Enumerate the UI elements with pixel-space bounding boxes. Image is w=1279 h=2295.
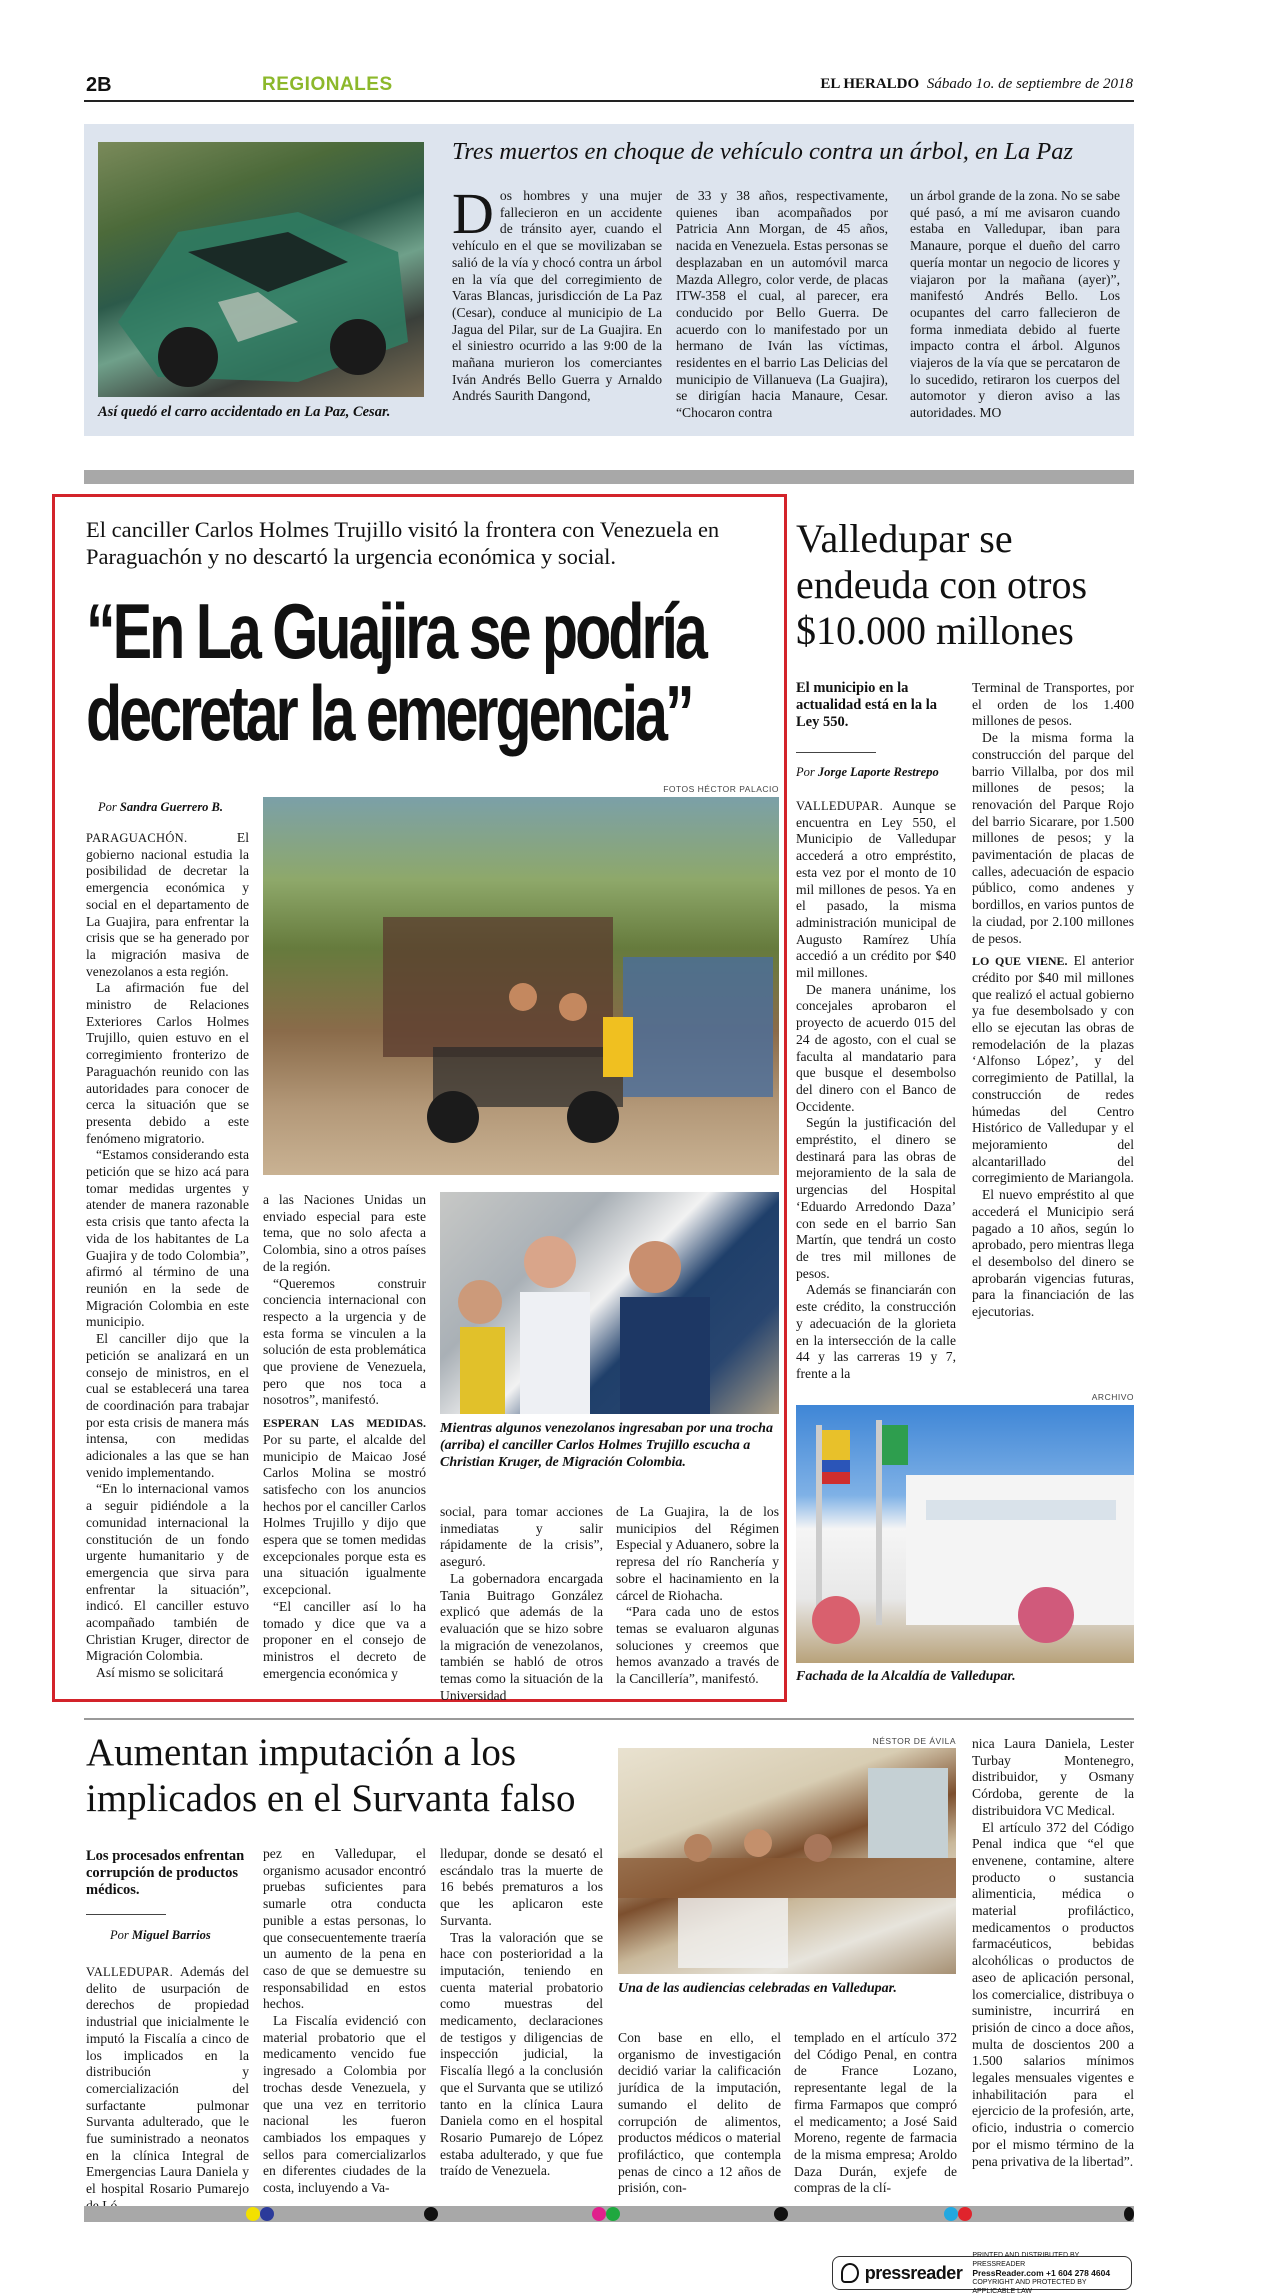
accident-col-2: de 33 y 38 años, respectivamente, quienes iban acompañados por Patricia Ann Morgan, de 45 años, nacida en Venezuela. Estas personas se desplazaban en un automóvil marca Mazda Allegro, color verde, de placas ITW-358 el cual, al parecer, era conducido por Bello Guerra. De acuerdo con lo manifestado por un hermano de Iván las víctimas, residentes en el barrio Las Delicias del municipio de Villanueva (La Guajira), se dirigían hacia Manaure, Cesar. “Chocaron contra — [676, 188, 888, 421]
paragraph: Con base en ello, el organismo de investigación decidió variar la calificación jurídica de la imputación, sumando el delito de corrupción de alimentos, productos médicos o material profiláctico, que contempla penas de cinco a 12 años de prisión, con- — [618, 2030, 781, 2196]
emergency-col-1 — [86, 830, 249, 1682]
paragraph: Según la justificación del empréstito, el dinero se destinará para las obras de mejoramiento de la sala de urgencias del Hospital ‘Eduardo Arredondo Daza’ con sede en el barrio San Martín, que tendrá un costo de tres mil millones de pesos. — [796, 1115, 956, 1281]
color-dot — [774, 2207, 788, 2221]
valledupar-col-1 — [796, 798, 956, 1383]
paragraph: Además se financiarán con este crédito, la construcción y adecuación de la glorieta en la intersección de la calle 44 y las carreras 19 y 7, frente a la — [796, 1282, 956, 1381]
paragraph: social, para tomar acciones inmediatas y salir rápidamente de la crisis”, aseguró. — [440, 1504, 603, 1570]
paragraph: Tras la valoración que se hace con posterioridad a la imputación, teniendo en cuenta material probatorio como muestras del medicamento, declaraciones de testigos y diligencias de inspección judicial, la Fiscalía llegó a la conclusión que el Survanta que se utilizó tanto en la clínica Laura Daniela como en el hospital Rosario Pumarejo de López estaba adulterado, y que fue traído de Venezuela. — [440, 1929, 603, 2179]
paragraph: nica Laura Daniela, Lester Turbay Montenegro, distribuidor, y Osmany Córdoba, gerente de la distribuidora VC Medical. — [972, 1736, 1134, 1818]
emergency-photo-caption: Mientras algunos venezolanos ingresaban por una trocha (arriba) el canciller Carlos Holmes Trujillo escucha a Christian Kruger, de Migración Colombia. — [440, 1421, 773, 1470]
paragraph: “Estamos considerando esta petición que se hizo acá para tomar medidas urgentes y atender de manera razonable esta crisis que tanto afecta la vida de los habitantes de La Guajira y de todo Colombia”, afirmó al término de una reunión en la sede de Migración Colombia en este municipio. — [86, 1147, 249, 1330]
paragraph: lledupar, donde se desató el escándalo tras la muerte de 16 bebés prematuros a los que les aplicaron este Survanta. — [440, 1846, 603, 1928]
valledupar-col-2 — [972, 680, 1134, 1321]
paragraph: Aunque se encuentra en Ley 550, el Municipio de Valledupar accederá a otro empréstito, esta vez por el monto de 10 mil millones de pesos. Ya en el pasado, la misma administración municipal de Augusto Ramírez Uhía accedió a un crédito por $40 mil millones. — [796, 798, 956, 981]
byline-author: Miguel Barrios — [131, 1928, 211, 1942]
section-divider — [84, 470, 1134, 484]
paragraph: “En lo internacional vamos a seguir pidiéndole a la comunidad internacional la constitución de un fondo urgente humanitario y de emergencia que sirva para enfrentar la situación”, indicó. El canciller estuvo acompañado también de Christian Kruger, director de Migración Colombia. — [86, 1481, 249, 1664]
info-line: PRINTED AND DISTRIBUTED BY PRESSREADER — [972, 2251, 1080, 2268]
paragraph: El nuevo empréstito al que accederá el Municipio será pagado a 10 años, según lo aprobado, pero mientras llega el desembolso del dinero se aprobarán vigencias futuras, para la financiación de las ejecutorias. — [972, 1187, 1134, 1320]
accident-story-box — [84, 124, 1134, 436]
paragraph: Terminal de Transportes, por el orden de los 1.400 millones de pesos. — [972, 680, 1134, 729]
paragraph: De la misma forma la construcción del parque del barrio Villalba, por dos mil millones de pesos; la renovación del Parque Rojo del barrio Sicarare, por 1.500 millones de pesos; y la pavimentación de placas de calles, adecuación de espacio público, como andenes y bordillos, en varios puntos de la ciudad, por 2.100 millones de pesos. — [972, 730, 1134, 946]
section-divider — [84, 1718, 1134, 1720]
truck-crowd-illustration — [263, 797, 779, 1175]
valledupar-deck: El municipio en la actualidad está en la la Ley 550. — [796, 680, 937, 730]
paragraph: “El canciller así lo ha tomado y dice que va a proponer en el consejo de ministros el decreto de emergencia económica y — [263, 1598, 426, 1681]
paragraph: Así mismo se solicitará — [96, 1665, 224, 1681]
deck-rule — [796, 752, 876, 753]
subhead: LO QUE VIENE. — [972, 954, 1068, 969]
dateline: VALLEDUPAR. — [796, 799, 883, 813]
city-hall-photo — [796, 1405, 1134, 1663]
emergency-headline: “En La Guajira se podría decretar la emergencia” — [86, 587, 705, 757]
emergency-col-4 — [616, 1504, 779, 1688]
byline-author: Jorge Laporte Restrepo — [817, 765, 939, 779]
paragraph: Además del delito de usurpación de derechos de propiedad industrial que inicialmente le imputó la Fiscalía a cinco de los implicados en la distribución y comercialización del surfactante pulmonar Survanta adulterado, que le fue suministrado a neonatos en la clínica Integral de Emergencias Laura Daniela y el hospital Rosario Pumarejo — [86, 1964, 249, 2197]
info-line: COPYRIGHT AND PROTECTED BY APPLICABLE LAW — [972, 2278, 1087, 2295]
survanta-col-4 — [618, 2030, 781, 2197]
paragraph: “Queremos construir conciencia internacional con respecto a la urgencia y de esta forma se vinculen a la solución de esta problemática que proviene de Venezuela, pero que nos toca a nosotros”, manifestó. — [263, 1275, 426, 1408]
paragraph: El canciller dijo que la petición se analizará en un consejo de ministros, en el cual se establecerá una tarea de coordinación para trabajar por esta crisis de manera más intensa, con medidas adicionales a las que se han venido implementando. — [86, 1331, 249, 1480]
byline-prefix: Por — [98, 800, 117, 814]
survanta-headline: Aumentan imputación a los implicados en el Survanta falso — [86, 1731, 576, 1820]
valledupar-photo-caption: Fachada de la Alcaldía de Valledupar. — [796, 1669, 1016, 1684]
color-dot — [944, 2207, 958, 2221]
emergency-col-3 — [440, 1504, 603, 1704]
pressreader-badge[interactable] — [832, 2251, 1132, 2295]
paragraph: Por su parte, el alcalde del municipio de Maicao José Carlos Molina se mostró satisfecho con los anuncios hechos por el canciller Carlos Holmes Trujillo y dijo que espera que se tomen medidas excepcionales porque esta es una situación igualmente excepcional. — [263, 1431, 426, 1598]
accident-headline: Tres muertos en choque de vehículo contra un árbol, en La Paz — [452, 138, 1074, 165]
section-label: REGIONALES — [262, 74, 393, 95]
chancellor-photo — [440, 1192, 779, 1414]
crashed-car-photo — [98, 142, 424, 397]
color-dot — [958, 2207, 972, 2221]
accident-col-1-text: os hombres y una mujer fallecieron en un accidente de tránsito ayer, cuando el vehículo en el que se movilizaban se salió de la vía y chocó contra un árbol en la vía que del corregimiento de Varas Blancas, jurisdicción de La Paz (Cesar), conduce al municipio de La Jagua del Pilar, sur de La Guajira. En el siniestro ocurrido a las 9:00 de la mañana murieron los comerciantes Iván Andrés Bello Guerra y Arnaldo Andrés Saurith Dangond, — [452, 188, 662, 404]
survanta-col-2 — [263, 1846, 426, 2197]
survanta-photo-credit: NÉSTOR DE ÁVILA — [872, 1736, 956, 1746]
registration-bar — [84, 2206, 1134, 2222]
date-text: Sábado 1o. de septiembre de 2018 — [926, 76, 1133, 92]
color-dot — [260, 2207, 274, 2221]
info-line: PressReader.com +1 604 278 4604 — [972, 2267, 1111, 2278]
courtroom-illustration — [618, 1748, 956, 1974]
subhead: ESPERAN LAS MEDIDAS. — [263, 1416, 426, 1431]
paragraph: La gobernadora encargada Tania Buitrago González explicó que además de la evaluación que se hizo sobre la migración de venezolanos, también se habló de otros temas como la situación de la Universidad — [440, 1570, 603, 1703]
pressreader-info — [972, 2251, 1123, 2295]
color-dot — [424, 2207, 438, 2221]
drop-cap: D — [452, 181, 494, 246]
survanta-col-5 — [794, 2030, 957, 2197]
valledupar-photo-credit: ARCHIVO — [1091, 1392, 1134, 1402]
header-rule — [84, 100, 1134, 102]
masthead-date — [820, 76, 1133, 93]
emergency-photo-credit: FOTOS HÉCTOR PALACIO — [663, 784, 779, 794]
emergency-kicker: El canciller Carlos Holmes Trujillo visitó la frontera con Venezuela en Paraguachón y no descartó la urgencia económica y social. — [86, 517, 720, 569]
color-dot — [246, 2207, 260, 2221]
car-wreck-illustration — [98, 142, 424, 397]
survanta-col-1 — [86, 1964, 249, 2215]
hearing-photo — [618, 1748, 956, 1974]
deck-rule — [86, 1914, 166, 1915]
color-dot — [1124, 2207, 1134, 2221]
paragraph: El anterior crédito por $40 mil millones que realizó el actual gobierno ya fue desembolsado y con ello se ejecutan las obras de remodelación de la plazas ‘Alfonso López’, y del corregimiento de Patillal, la construcción de redes húmedas del Centro Histórico de Valledupar y el mejoramiento del alcantarillado del corregimiento de Mariangola. — [972, 953, 1135, 1186]
paragraph: La afirmación fue del ministro de Relaciones Exteriores Carlos Holmes Trujillo, quien estuvo en el corregimiento fronterizo de Paraguachón reunido con las autoridades para conocer de cerca la situación que se presenta debido a este fenómeno migratorio. — [86, 980, 249, 1146]
paragraph: El artículo 372 del Código Penal indica que “el que envenene, contamine, altere producto o sustancia alimenticia, médica o material profiláctico, medicamentos o productos farmacéuticos, bebidas alcohólicas o productos de aseo de aplicación personal, los comercialice, distribuya o suministre, incurrirá en prisión de cinco a doce años, multa de doscientos 200 a 1.500 salarios mínimos legales mensuales vigentes e inhabilitación para el ejercicio de la profesión, arte, oficio, industria o comercio por el mismo término de la pena privativa de la libertad”. — [972, 1819, 1134, 2169]
accident-col-3: un árbol grande de la zona. No se sabe qué pasó, a mí me avisaron cuando estaba en Valledupar, iban para Manaure, porque el dueño del carro quería montar un negocio de licores y viajaron por la mañana (ayer)”, manifestó Andrés Bello. Los ocupantes del carro fallecieron de forma inmediata debido al fuerte impacto contra el árbol. Algunos viajeros de la vía que se percataron de lo sucedido, retiraron los cuerpos del automotor y dieron aviso a las autoridades. MO — [910, 188, 1120, 421]
paragraph: De manera unánime, los concejales aprobaron el proyecto de acuerdo 015 del 24 de agosto, con el cual se faculta al mandatario para que busque el desembolso del dinero con el Banco de Occidente. — [796, 981, 956, 1114]
paragraph: de La Guajira, la de los municipios del Régimen Especial y Aduanero, sobre la represa del río Ranchería y sobre el hacinamiento en la cárcel de Riohacha. — [616, 1504, 779, 1603]
pressreader-logo-icon — [841, 2263, 859, 2283]
paragraph: La Fiscalía evidenció con material probatorio que el medicamento vencido fue ingresado a Colombia por trochas desde Venezuela, y que una vez en territorio nacional les fueron cambiados los empaques y sellos para comercializarlos en diferentes ciudades de la costa, incluyendo a Va- — [263, 2013, 426, 2196]
emergency-byline — [98, 800, 223, 815]
paragraph: El gobierno nacional estudia la posibilidad de decretar la emergencia económica y social en el departamento de La Guajira, para enfrentar la crisis que se ha generado por la migración masiva de venezolanos a esta región. — [86, 830, 249, 979]
byline-prefix: Por — [110, 1928, 129, 1942]
valledupar-byline — [796, 765, 939, 780]
survanta-byline — [110, 1928, 211, 1943]
accident-photo-caption: Así quedó el carro accidentado en La Paz, Cesar. — [98, 404, 391, 420]
paragraph: a las Naciones Unidas un enviado especial para este tema, que no solo afecta a Colombia, sino a otros países de la región. — [263, 1192, 426, 1274]
building-flags-illustration — [796, 1405, 1134, 1663]
dateline: VALLEDUPAR. — [86, 1965, 173, 1979]
paragraph: “Para cada uno de estos temas se evaluaron algunas soluciones y creemos que hemos avanzado a través de la Cancillería”, manifestó. — [616, 1604, 779, 1687]
byline-prefix: Por — [796, 765, 815, 779]
emergency-col-2 — [263, 1192, 426, 1682]
survanta-deck: Los procesados enfrentan corrupción de productos médicos. — [86, 1848, 245, 1898]
masthead-name: EL HERALDO — [820, 76, 920, 92]
survanta-col-6 — [972, 1736, 1134, 2170]
paragraph: pez en Valledupar, el organismo acusador encontró pruebas suficientes para sumarle otra conducta punible a estas personas, lo que consecuentemente traería un aumento de la pena en caso de que se demuestre su responsabilidad en estos hechos. — [263, 1846, 426, 2012]
byline-author: Sandra Guerrero B. — [119, 800, 224, 814]
page-number: 2B — [86, 74, 112, 96]
paragraph: templado en el artículo 372 del Código Penal, en contra de France Lozano, representante legal de la firma Farmapos que compró el medicamento; a José Said Moreno, regente de farmacia de la misma empresa; Aroldo Daza Durán, exjefe de compras de la clí- — [794, 2030, 957, 2196]
accident-col-1 — [452, 181, 662, 405]
border-crossing-photo — [263, 797, 779, 1175]
officials-illustration — [440, 1192, 779, 1414]
survanta-col-3 — [440, 1846, 603, 2180]
valledupar-headline: Valledupar se endeuda con otros $10.000 millones — [796, 516, 1088, 653]
dateline: PARAGUACHÓN. — [86, 831, 188, 845]
color-dot — [606, 2207, 620, 2221]
pressreader-brand: pressreader — [864, 2262, 963, 2283]
color-dot — [592, 2207, 606, 2221]
survanta-photo-caption: Una de las audiencias celebradas en Valledupar. — [618, 1981, 897, 1996]
